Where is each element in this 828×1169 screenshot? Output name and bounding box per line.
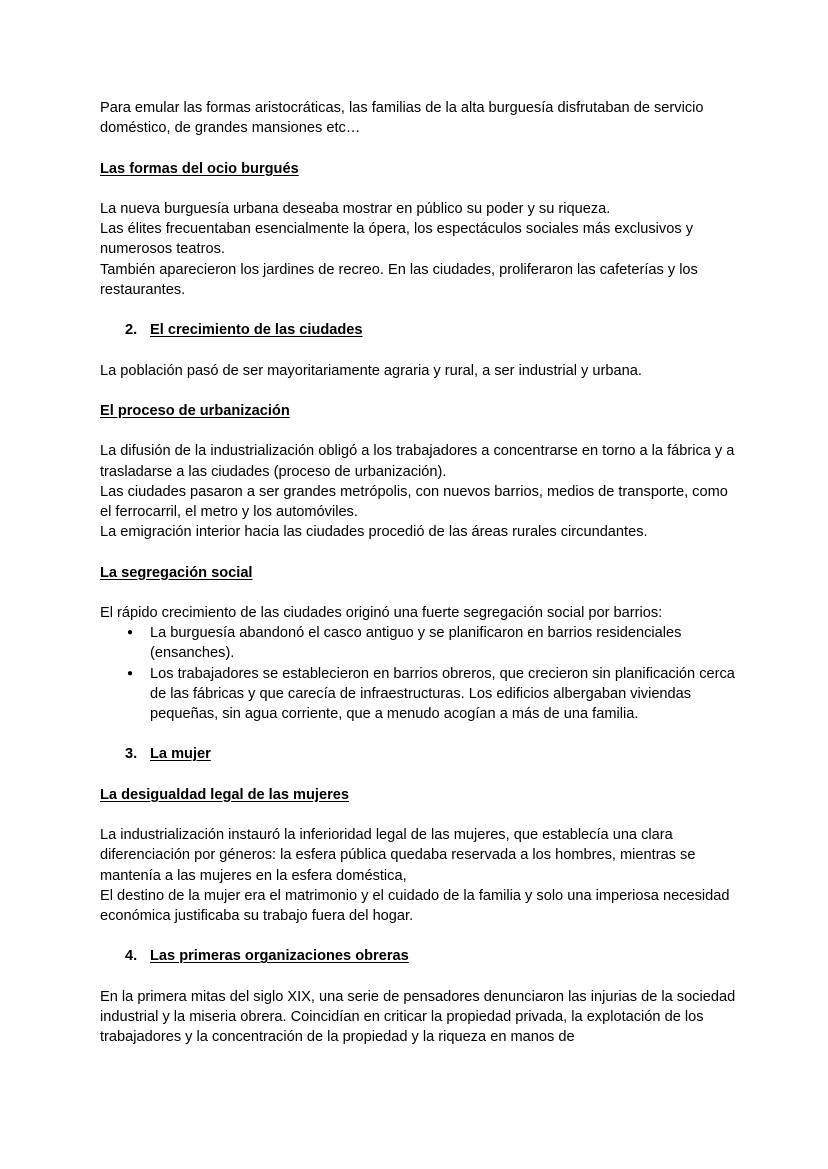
segregacion-bullet-list bbox=[100, 623, 740, 724]
list-item bbox=[100, 623, 740, 663]
urbanizacion-heading: El proceso de urbanización bbox=[100, 402, 290, 419]
section-4-heading bbox=[100, 946, 740, 966]
urbanizacion-paragraph-3: La emigración interior hacia las ciudades procedió de las áreas rurales circundantes. bbox=[100, 524, 648, 541]
document-page bbox=[100, 98, 740, 1047]
ocio-paragraph-2: Las élites frecuentaban esencialmente la ópera, los espectáculos sociales más exclusivos y numerosos teatros. bbox=[100, 221, 693, 258]
desigualdad-paragraph-1: La industrialización instauró la inferioridad legal de las mujeres, que establecía una clara diferenciación por géneros: la esfera pública quedaba reservada a los hombres, mientras se mantenía a las mujeres en la esfera doméstica, bbox=[100, 827, 696, 884]
bullet-icon: ● bbox=[127, 667, 134, 679]
segregacion-heading: La segregación social bbox=[100, 564, 253, 581]
segregacion-paragraph: El rápido crecimiento de las ciudades originó una fuerte segregación social por barrios: bbox=[100, 604, 663, 621]
section-3-number: 3. bbox=[125, 746, 138, 763]
section-3-title: La mujer bbox=[150, 746, 211, 763]
section-2-number: 2. bbox=[125, 322, 138, 339]
section-2-paragraph: La población pasó de ser mayoritariamente agraria y rural, a ser industrial y urbana. bbox=[100, 362, 642, 379]
list-item-text: La burguesía abandonó el casco antiguo y se planificaron en barrios residenciales (ensanches). bbox=[150, 625, 682, 662]
desigualdad-paragraph-2: El destino de la mujer era el matrimonio y el cuidado de la familia y solo una imperiosa necesidad económica justificaba su trabajo fuera del hogar. bbox=[100, 887, 730, 924]
intro-paragraph: Para emular las formas aristocráticas, las familias de la alta burguesía disfrutaban de servicio doméstico, de grandes mansiones etc… bbox=[100, 100, 704, 137]
section-4-number: 4. bbox=[125, 948, 138, 965]
urbanizacion-paragraph-1: La difusión de la industrialización obligó a los trabajadores a concentrarse en torno a la fábrica y a trasladarse a las ciudades (proceso de urbanización). bbox=[100, 443, 735, 480]
list-item-text: Los trabajadores se establecieron en barrios obreros, que crecieron sin planificación cerca de las fábricas y que carecía de infraestructuras. Los edificios albergaban viviendas pequeñas, sin agua corriente, que a menudo acogían a más de una familia. bbox=[150, 665, 735, 722]
urbanizacion-paragraph-2: Las ciudades pasaron a ser grandes metrópolis, con nuevos barrios, medios de transporte, como el ferrocarril, el metro y los automóviles. bbox=[100, 483, 728, 520]
section-2-title: El crecimiento de las ciudades bbox=[150, 322, 363, 339]
desigualdad-heading: La desigualdad legal de las mujeres bbox=[100, 786, 349, 803]
ocio-paragraph-3: También aparecieron los jardines de recreo. En las ciudades, proliferaron las cafeterías y los restaurantes. bbox=[100, 261, 698, 298]
bullet-icon: ● bbox=[127, 627, 134, 639]
section-4-title: Las primeras organizaciones obreras bbox=[150, 948, 409, 965]
ocio-heading: Las formas del ocio burgués bbox=[100, 160, 299, 177]
section-3-heading bbox=[100, 744, 740, 764]
ocio-paragraph-1: La nueva burguesía urbana deseaba mostrar en público su poder y su riqueza. bbox=[100, 200, 611, 217]
section-4-paragraph: En la primera mitas del siglo XIX, una serie de pensadores denunciaron las injurias de la sociedad industrial y la miseria obrera. Coincidían en criticar la propiedad privada, la explotación de los trabajadores y la concentración de la propiedad y la riqueza en manos de bbox=[100, 988, 736, 1046]
section-2-heading bbox=[100, 320, 740, 340]
list-item bbox=[100, 664, 740, 725]
